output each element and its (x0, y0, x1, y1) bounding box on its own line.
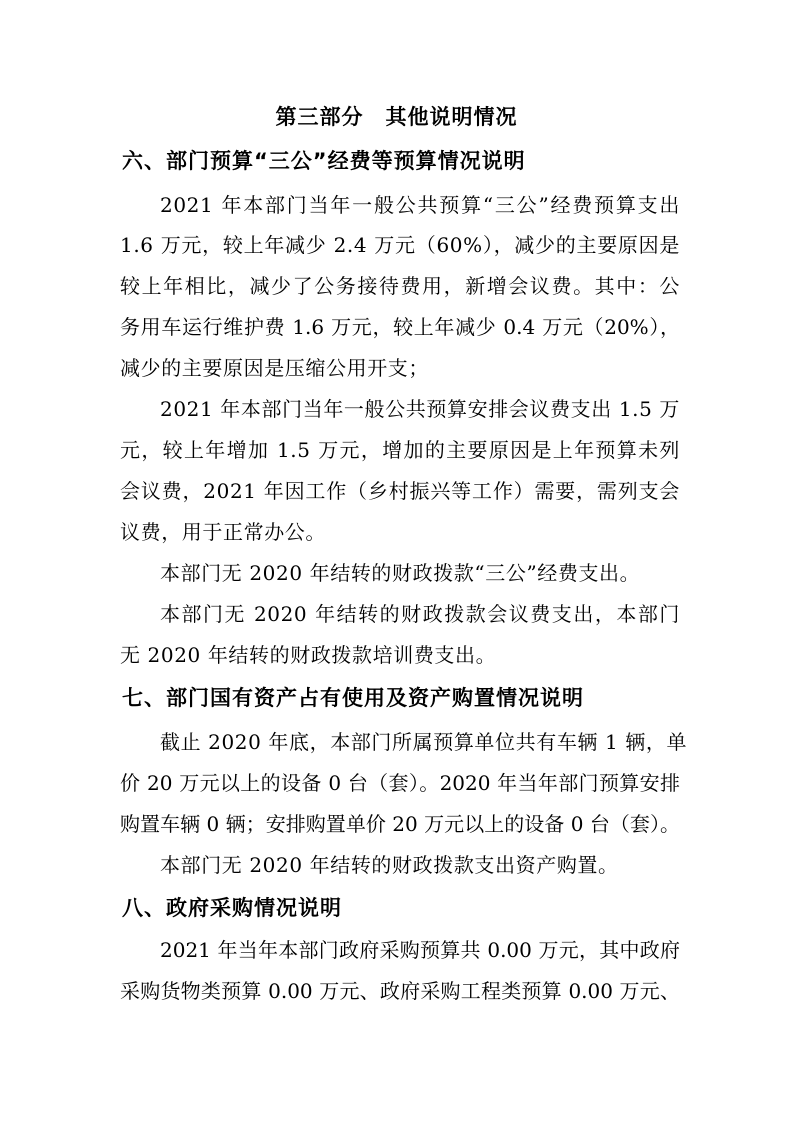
paragraph-line: 议费，用于正常办公。 (120, 520, 326, 544)
paragraph-line: 元，较上年增加 1.5 万元，增加的主要原因是上年预算未列 (120, 438, 680, 462)
paragraph-line: 2021 年本部门当年一般公共预算安排会议费支出 1.5 万 (160, 397, 680, 421)
paragraph-line: 采购货物类预算 0.00 万元、政府采购工程类预算 0.00 万元、 (120, 979, 680, 1003)
paragraph-line: 本部门无 2020 年结转的财政拨款“三公”经费支出。 (160, 561, 641, 585)
paragraph-line: 务用车运行维护费 1.6 万元，较上年减少 0.4 万元（20%）， (120, 315, 680, 339)
section-heading-8: 八、政府采购情况说明 (122, 896, 342, 920)
paragraph-line: 1.6 万元，较上年减少 2.4 万元（60%），减少的主要原因是 (120, 233, 680, 257)
paragraph-line: 价 20 万元以上的设备 0 台（套）。2020 年当年部门预算安排 (120, 771, 680, 795)
page-title: 第三部分 其他说明情况 (275, 105, 518, 129)
paragraph-line: 截止 2020 年底，本部门所属预算单位共有车辆 1 辆，单 (160, 730, 688, 754)
paragraph-line: 本部门无 2020 年结转的财政拨款支出资产购置。 (160, 853, 619, 877)
paragraph-line: 购置车辆 0 辆；安排购置单价 20 万元以上的设备 0 台（套）。 (120, 812, 680, 836)
paragraph-line: 2021 年本部门当年一般公共预算“三公”经费预算支出 (160, 193, 680, 217)
paragraph-line: 无 2020 年结转的财政拨款培训费支出。 (120, 643, 497, 667)
paragraph-line: 本部门无 2020 年结转的财政拨款会议费支出，本部门 (160, 602, 680, 626)
section-heading-7: 七、部门国有资产占有使用及资产购置情况说明 (122, 686, 584, 710)
paragraph-line: 减少的主要原因是压缩公用开支； (120, 356, 429, 380)
paragraph-line: 2021 年当年本部门政府采购预算共 0.00 万元，其中政府 (160, 938, 680, 962)
paragraph-line: 会议费，2021 年因工作（乡村振兴等工作）需要，需列支会 (120, 479, 680, 503)
paragraph-line: 较上年相比，减少了公务接待费用，新增会议费。其中：公 (120, 274, 680, 298)
section-heading-6: 六、部门预算“三公”经费等预算情况说明 (122, 149, 526, 173)
